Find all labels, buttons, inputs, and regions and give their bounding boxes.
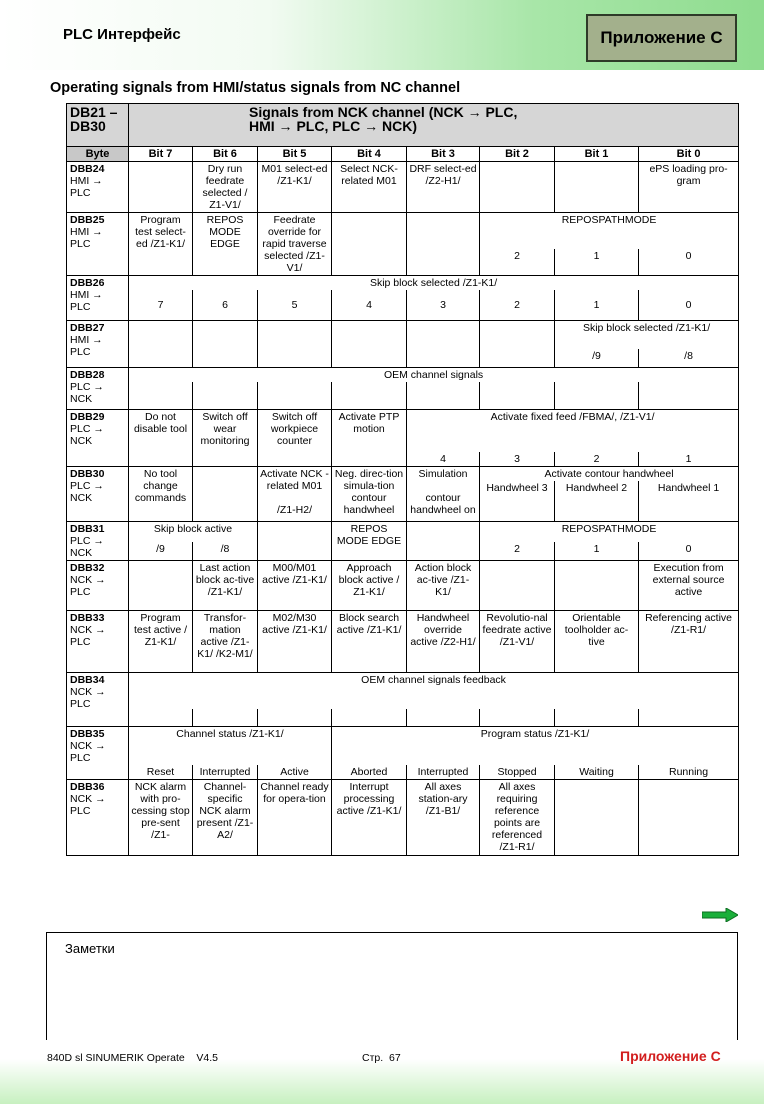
empty-cell bbox=[332, 709, 407, 727]
bit-number: 5 bbox=[258, 290, 332, 320]
bit-number: 2 bbox=[555, 452, 639, 467]
span-label: OEM channel signals feedback bbox=[129, 672, 739, 709]
signal-cell: M02/M30 active /Z1-K1/ bbox=[258, 610, 332, 672]
table-row bbox=[67, 727, 739, 766]
signal-cell: Switch off wear monitoring bbox=[193, 410, 258, 467]
table-row bbox=[67, 213, 739, 250]
signal-cell: Last action block ac-tive /Z1-K1/ bbox=[193, 560, 258, 610]
bit-number: 1 bbox=[555, 542, 639, 560]
signal-cell: All axes requiring reference points are referenced /Z1-R1/ bbox=[480, 780, 555, 856]
span-label: REPOSPATHMODE bbox=[480, 521, 739, 542]
row-label: DBB29 PLC → NCK bbox=[67, 410, 129, 467]
signal-cell: REPOS MODE EDGE bbox=[193, 213, 258, 276]
bit-number: 1 bbox=[639, 452, 739, 467]
signal-cell: No tool change commands bbox=[129, 467, 193, 522]
handwheel-cell: Handwheel 3 bbox=[480, 481, 555, 521]
signal-cell bbox=[129, 320, 193, 367]
signal-cell: Handwheel override active /Z2-H1/ bbox=[407, 610, 480, 672]
row-label: DBB30 PLC → NCK bbox=[67, 467, 129, 522]
table-row bbox=[67, 410, 739, 453]
status-cell: Stopped bbox=[480, 765, 555, 780]
row-label: DBB26 HMI → PLC bbox=[67, 276, 129, 321]
bit-number: 1 bbox=[555, 290, 639, 320]
signal-cell: Channel ready for opera-tion bbox=[258, 780, 332, 856]
signal-cell: All axes station-ary /Z1-B1/ bbox=[407, 780, 480, 856]
signal-cell bbox=[193, 320, 258, 367]
signal-cell: NCK alarm with pro-cessing stop pre-sent /Z1- bbox=[129, 780, 193, 856]
signal-cell bbox=[332, 320, 407, 367]
bit-header-row bbox=[67, 147, 739, 162]
empty-cell bbox=[258, 709, 332, 727]
signal-cell: Revolutio-nal feedrate active /Z1-V1/ bbox=[480, 610, 555, 672]
empty-cell bbox=[407, 709, 480, 727]
signal-cell: Action block ac-tive /Z1-K1/ bbox=[407, 560, 480, 610]
span-label: Program status /Z1-K1/ bbox=[332, 727, 739, 766]
signal-cell: Orientable toolholder ac-tive bbox=[555, 610, 639, 672]
bit-number: 6 bbox=[193, 290, 258, 320]
signal-cell: DRF select-ed /Z2-H1/ bbox=[407, 162, 480, 213]
signal-cell bbox=[129, 560, 193, 610]
span-label: Skip block selected /Z1-K1/ bbox=[129, 276, 739, 291]
table-row bbox=[67, 320, 739, 349]
signal-cell: Program test select-ed /Z1-K1/ bbox=[129, 213, 193, 276]
signal-cell bbox=[258, 521, 332, 560]
bit-number: 7 bbox=[129, 290, 193, 320]
handwheel-cell: Handwheel 2 bbox=[555, 481, 639, 521]
empty-cell bbox=[480, 709, 555, 727]
signal-cell bbox=[129, 162, 193, 213]
table-row bbox=[67, 610, 739, 672]
row-label: DBB34 NCK → PLC bbox=[67, 672, 129, 727]
bit-number: 4 bbox=[332, 290, 407, 320]
table-row bbox=[67, 467, 739, 482]
signal-cell: Program test active / Z1-K1/ bbox=[129, 610, 193, 672]
bit-header: Bit 3 bbox=[407, 147, 480, 162]
bit-header: Bit 6 bbox=[193, 147, 258, 162]
signal-cell: Approach block active / Z1-K1/ bbox=[332, 560, 407, 610]
signal-cell: Channel-specific NCK alarm present /Z1-A2/ bbox=[193, 780, 258, 856]
notes-box[interactable] bbox=[46, 932, 738, 1048]
table-row bbox=[67, 560, 739, 610]
footer-chapter: Приложение C bbox=[620, 1048, 721, 1064]
bit-number: 2 bbox=[480, 290, 555, 320]
signal-cell: Simulation contour handwheel on bbox=[407, 467, 480, 522]
bit-header: Bit 2 bbox=[480, 147, 555, 162]
bit-number: /8 bbox=[639, 349, 739, 368]
status-cell: Interrupted bbox=[407, 765, 480, 780]
notes-label: Заметки bbox=[65, 941, 115, 956]
empty-cell bbox=[129, 709, 193, 727]
status-cell: Interrupted bbox=[193, 765, 258, 780]
signal-cell bbox=[639, 780, 739, 856]
empty-cell bbox=[193, 382, 258, 410]
signal-table bbox=[66, 103, 739, 856]
status-cell: Reset bbox=[129, 765, 193, 780]
row-label: DBB27 HMI → PLC bbox=[67, 320, 129, 367]
empty-cell bbox=[193, 709, 258, 727]
table-title-row bbox=[67, 104, 739, 147]
table-row bbox=[67, 162, 739, 213]
row-label: DBB33 NCK → PLC bbox=[67, 610, 129, 672]
signal-cell bbox=[407, 320, 480, 367]
span-label: OEM channel signals bbox=[129, 367, 739, 382]
signal-cell bbox=[193, 467, 258, 522]
row-label: DBB31 PLC → NCK bbox=[67, 521, 129, 560]
row-label: DBB25 HMI → PLC bbox=[67, 213, 129, 276]
bit-number: /8 bbox=[193, 542, 258, 560]
bit-number: 3 bbox=[480, 452, 555, 467]
empty-cell bbox=[555, 709, 639, 727]
table-row bbox=[67, 276, 739, 291]
table-row bbox=[67, 765, 739, 780]
row-label: DBB24 HMI → PLC bbox=[67, 162, 129, 213]
signal-cell bbox=[555, 560, 639, 610]
bit-number: /9 bbox=[129, 542, 193, 560]
bit-number: /9 bbox=[555, 349, 639, 368]
row-label: DBB35 NCK → PLC bbox=[67, 727, 129, 780]
status-cell: Running bbox=[639, 765, 739, 780]
span-label: REPOSPATHMODE bbox=[480, 213, 739, 250]
signal-cell: Execution from external source active bbox=[639, 560, 739, 610]
bit-header: Bit 0 bbox=[639, 147, 739, 162]
handwheel-cell: Handwheel 1 bbox=[639, 481, 739, 521]
signal-cell: Interrupt processing active /Z1-K1/ bbox=[332, 780, 407, 856]
signal-cell: Referencing active /Z1-R1/ bbox=[639, 610, 739, 672]
section-title: Operating signals from HMI/status signals from NC channel bbox=[50, 80, 461, 96]
status-cell: Waiting bbox=[555, 765, 639, 780]
signal-cell: Select NCK-related M01 bbox=[332, 162, 407, 213]
signals-title: Signals from NCK channel (NCK → PLC, HMI → PLC, PLC → NCK) bbox=[129, 104, 739, 147]
span-label: Activate contour handwheel bbox=[480, 467, 739, 482]
span-label: Channel status /Z1-K1/ bbox=[129, 727, 332, 766]
span-label: Skip block selected /Z1-K1/ bbox=[555, 320, 739, 349]
empty-cell bbox=[555, 382, 639, 410]
footer-page-number: Стр. 67 bbox=[362, 1052, 401, 1064]
bit-number: 0 bbox=[639, 249, 739, 276]
header-title: PLC Интерфейс bbox=[63, 26, 181, 43]
signal-cell: Neg. direc-tion simula-tion contour handwheel bbox=[332, 467, 407, 522]
signal-cell: Transfor-mation active /Z1-K1/ /K2-M1/ bbox=[193, 610, 258, 672]
bit-number: 3 bbox=[407, 290, 480, 320]
bit-header: Bit 1 bbox=[555, 147, 639, 162]
signal-cell: REPOS MODE EDGE bbox=[332, 521, 407, 560]
status-cell: Active bbox=[258, 765, 332, 780]
row-label: DBB28 PLC → NCK bbox=[67, 367, 129, 410]
bit-number: 0 bbox=[639, 290, 739, 320]
empty-cell bbox=[129, 382, 193, 410]
empty-cell bbox=[258, 382, 332, 410]
signal-cell: Activate NCK -related M01 /Z1-H2/ bbox=[258, 467, 332, 522]
row-label: DBB32 NCK → PLC bbox=[67, 560, 129, 610]
bit-number: 2 bbox=[480, 542, 555, 560]
signal-cell bbox=[258, 320, 332, 367]
byte-header: Byte bbox=[67, 147, 129, 162]
bit-number: 4 bbox=[407, 452, 480, 467]
signal-cell: Block search active /Z1-K1/ bbox=[332, 610, 407, 672]
signal-cell bbox=[555, 780, 639, 856]
db-range-label: DB21 – DB30 bbox=[67, 104, 129, 147]
signal-cell: Switch off workpiece counter bbox=[258, 410, 332, 467]
bit-number: 1 bbox=[555, 249, 639, 276]
signal-cell bbox=[407, 213, 480, 276]
empty-cell bbox=[480, 382, 555, 410]
table-row bbox=[67, 290, 739, 320]
signal-cell: M00/M01 active /Z1-K1/ bbox=[258, 560, 332, 610]
signal-cell: Activate PTP motion bbox=[332, 410, 407, 467]
empty-cell bbox=[639, 709, 739, 727]
status-cell: Aborted bbox=[332, 765, 407, 780]
signal-cell bbox=[332, 213, 407, 276]
signal-cell bbox=[407, 521, 480, 560]
footer-product: 840D sl SINUMERIK Operate V4.5 bbox=[47, 1052, 218, 1064]
bit-number: 0 bbox=[639, 542, 739, 560]
empty-cell bbox=[407, 382, 480, 410]
signal-cell: M01 select-ed /Z1-K1/ bbox=[258, 162, 332, 213]
row-label: DBB36 NCK → PLC bbox=[67, 780, 129, 856]
table-row bbox=[67, 672, 739, 709]
chapter-box: Приложение C bbox=[586, 14, 737, 62]
table-row bbox=[67, 367, 739, 382]
bit-header: Bit 5 bbox=[258, 147, 332, 162]
signal-cell bbox=[480, 320, 555, 367]
bit-header: Bit 7 bbox=[129, 147, 193, 162]
table-row bbox=[67, 382, 739, 410]
bit-header: Bit 4 bbox=[332, 147, 407, 162]
table-row bbox=[67, 521, 739, 542]
signal-cell: Do not disable tool bbox=[129, 410, 193, 467]
span-label: Activate fixed feed /FBMA/, /Z1-V1/ bbox=[407, 410, 739, 453]
signal-cell: ePS loading pro-gram bbox=[639, 162, 739, 213]
signal-cell: Feedrate override for rapid traverse selected /Z1-V1/ bbox=[258, 213, 332, 276]
empty-cell bbox=[332, 382, 407, 410]
signal-cell bbox=[480, 560, 555, 610]
signal-cell bbox=[480, 162, 555, 213]
table-row bbox=[67, 709, 739, 727]
span-label: Skip block active bbox=[129, 521, 258, 542]
signal-cell bbox=[555, 162, 639, 213]
signal-cell: Dry run feedrate selected / Z1-V1/ bbox=[193, 162, 258, 213]
arrow-right-icon[interactable] bbox=[702, 908, 738, 922]
table-row bbox=[67, 780, 739, 856]
bit-number: 2 bbox=[480, 249, 555, 276]
empty-cell bbox=[639, 382, 739, 410]
